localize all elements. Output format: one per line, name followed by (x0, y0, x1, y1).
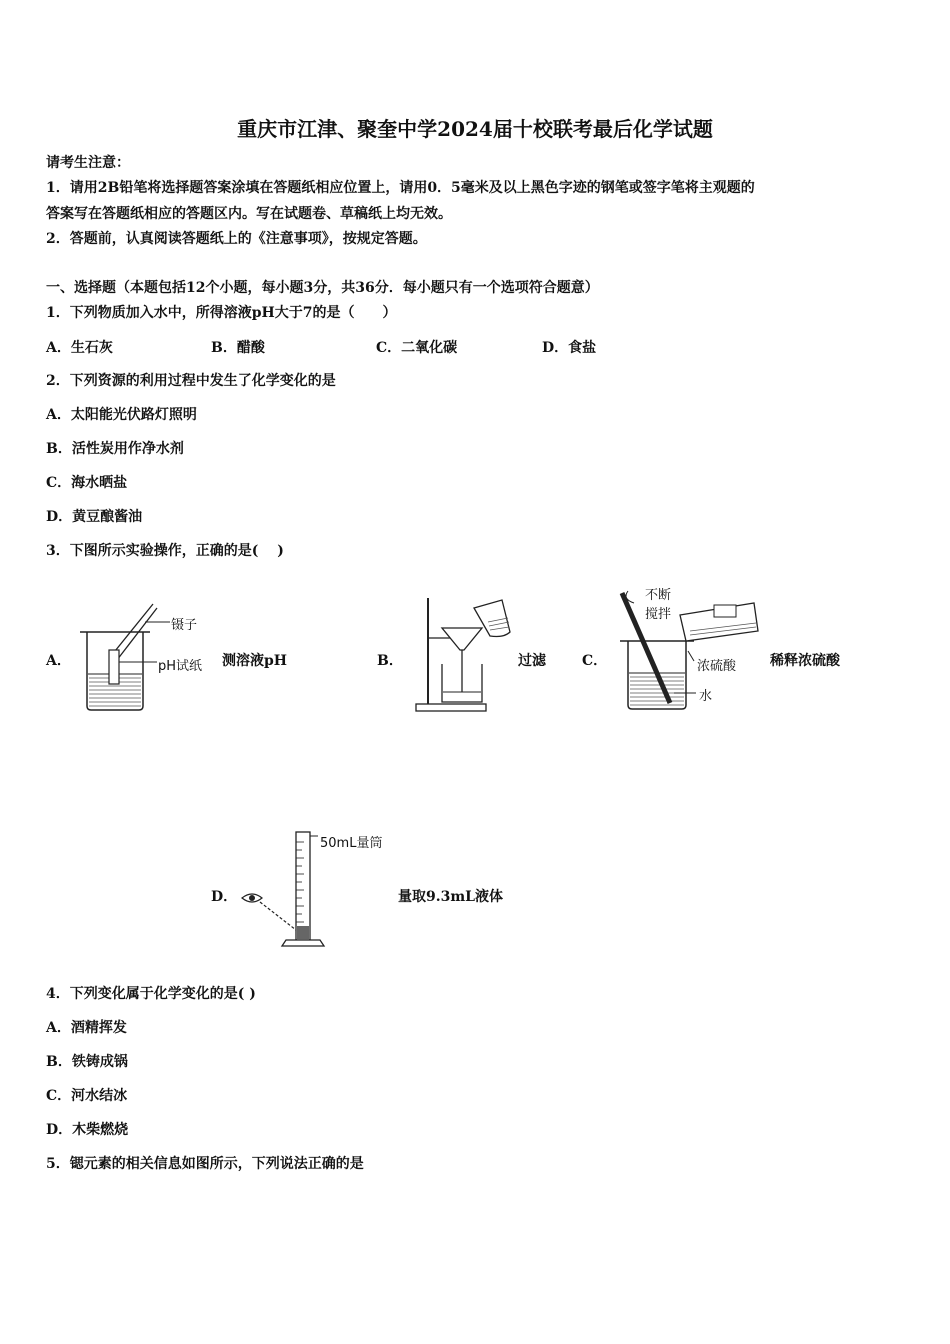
q1-option-c: C．二氧化碳 (376, 340, 458, 356)
stir-label-line-1: 不断 (645, 588, 672, 603)
q2-option-d: D．黄豆酿酱油 (46, 509, 143, 525)
q2-option-a: A．太阳能光伏路灯照明 (46, 407, 197, 423)
q3-option-b-caption: 过滤 (518, 653, 546, 669)
q1-stem: 1．下列物质加入水中，所得溶液pH大于7的是（ ） (46, 305, 397, 321)
q3-option-a-caption: 测溶液pH (222, 653, 288, 669)
tweezers-label: 镊子 (171, 618, 198, 633)
stir-label-line-2: 搅拌 (645, 607, 672, 622)
q1-option-b: B．醋酸 (211, 340, 265, 356)
section-heading: 一、选择题（本题包括12个小题，每小题3分，共36分．每小题只有一个选项符合题意） (46, 280, 599, 296)
q4-option-d: D．木柴燃烧 (46, 1122, 129, 1138)
q1-option-a: A．生石灰 (46, 340, 113, 356)
water-label: 水 (699, 689, 713, 704)
q1-option-d: D．食盐 (542, 340, 597, 356)
q2-option-c: C．海水晒盐 (46, 475, 128, 491)
notice-heading: 请考生注意： (46, 155, 130, 171)
notice-line-2: 答案写在答题纸相应的答题区内。写在试题卷、草稿纸上均无效。 (46, 206, 452, 222)
q3-option-c-letter: C． (582, 653, 608, 669)
q3-stem: 3．下图所示实验操作，正确的是( ) (46, 543, 284, 559)
q4-option-a: A．酒精挥发 (46, 1020, 127, 1036)
q3-option-d-letter: D． (211, 889, 238, 905)
q5-stem: 5．锶元素的相关信息如图所示，下列说法正确的是 (46, 1156, 364, 1172)
dilute-acid-figure (614, 585, 764, 715)
q4-option-c: C．河水结冰 (46, 1088, 128, 1104)
cylinder-label: 50mL量筒 (320, 836, 383, 851)
q3-option-d-caption: 量取9.3mL液体 (398, 889, 504, 905)
q3-option-c-caption: 稀释浓硫酸 (770, 653, 840, 669)
filtration-figure (412, 592, 524, 714)
q2-option-b: B．活性炭用作净水剂 (46, 441, 184, 457)
notice-line-3: 2．答题前，认真阅读答题纸上的《注意事项》，按规定答题。 (46, 231, 427, 247)
page-title: 重庆市江津、聚奎中学2024届十校联考最后化学试题 (237, 117, 713, 141)
q2-stem: 2．下列资源的利用过程中发生了化学变化的是 (46, 373, 336, 389)
concentrated-acid-label: 浓硫酸 (697, 659, 737, 674)
q4-option-b: B．铁铸成锅 (46, 1054, 128, 1070)
notice-line-1: 1．请用2B铅笔将选择题答案涂填在答题纸相应位置上，请用0．5毫米及以上黑色字迹的钢笔或签字笔将主观题的 (46, 180, 755, 196)
q4-stem: 4．下列变化属于化学变化的是( ) (46, 986, 256, 1002)
ph-paper-label: pH试纸 (158, 659, 203, 674)
q3-option-a-letter: A． (46, 653, 71, 669)
q3-option-b-letter: B． (377, 653, 403, 669)
